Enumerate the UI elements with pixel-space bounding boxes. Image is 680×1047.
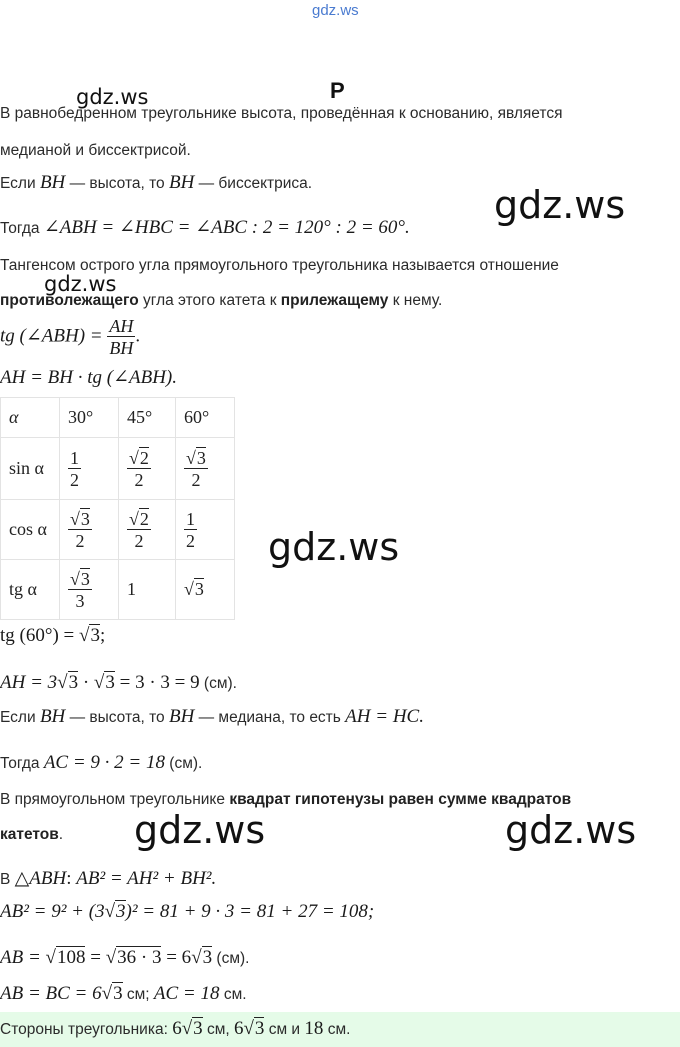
table-cos-30: $\frac{√3}{2}$ — [60, 500, 119, 560]
table-tg-60: √3 — [176, 560, 235, 620]
table-row-tg-label: tg α — [1, 560, 60, 620]
table-cos-45: $\frac{√2}{2}$ — [119, 500, 176, 560]
table-row-sin-label: sin α — [1, 438, 60, 500]
watermark-small: gdz.ws — [76, 85, 149, 109]
ah-calc-line: AH = 3√3 · √3 = 3 · 3 = 9 (см). — [0, 672, 237, 693]
watermark-bottom-left: gdz.ws — [134, 808, 266, 852]
table-sin-30: $\frac{1}{2}$ — [60, 438, 119, 500]
table-row-cos-label: cos α — [1, 500, 60, 560]
table-sin-45: $\frac{√2}{2}$ — [119, 438, 176, 500]
tg60-line: tg (60°) = √3; — [0, 625, 106, 646]
tg-formula: tg (∠ABH) = $\frac{AH}{BH}$ . — [0, 316, 141, 358]
watermark-small-2: gdz.ws — [44, 272, 117, 296]
table-header-45: 45° — [119, 398, 176, 438]
text-line-6: противолежащего угла этого катета к прилежащему к нему. — [0, 292, 443, 309]
text-line-1: В равнобедренном треугольнике высота, проведённая к основанию, является — [0, 105, 563, 122]
watermark-top: gdz.ws — [312, 2, 359, 19]
text-line-triangle: В △ABH: AB² = AH² + BH². — [0, 868, 217, 889]
text-line-3: Если BH — высота, то BH — биссектриса. — [0, 172, 313, 193]
answer-line: Стороны треугольника: 6√3 см, 6√3 см и 18 см. — [0, 1018, 351, 1039]
sides-line: AB = BC = 6√3 см; AC = 18 см. — [0, 983, 247, 1004]
heading-fragment: Р — [330, 78, 345, 103]
table-tg-45: 1 — [119, 560, 176, 620]
text-line-median: Если BH — высота, то BH — медиана, то есть AH = HC. — [0, 706, 424, 727]
text-line-pythagoras-2: катетов. — [0, 826, 64, 843]
watermark-middle: gdz.ws — [268, 525, 400, 569]
text-line-2: медианой и биссектрисой. — [0, 142, 191, 159]
table-cos-60: $\frac{1}{2}$ — [176, 500, 235, 560]
table-tg-30: $\frac{√3}{3}$ — [60, 560, 119, 620]
table-header-alpha: α — [1, 398, 60, 438]
ab-squared-calc: AB² = 9² + (3√3)² = 81 + 9 · 3 = 81 + 27 = 108; — [0, 901, 375, 922]
ah-formula: AH = BH · tg (∠ABH). — [0, 367, 178, 388]
watermark-bottom-right: gdz.ws — [505, 808, 637, 852]
table-sin-60: $\frac{√3}{2}$ — [176, 438, 235, 500]
table-header-60: 60° — [176, 398, 235, 438]
text-line-ac: Тогда AC = 9 · 2 = 18 (см). — [0, 752, 203, 773]
text-line-5: Тангенсом острого угла прямоугольного треугольника называется отношение — [0, 257, 559, 274]
text-line-pythagoras-1: В прямоугольном треугольнике квадрат гипотенузы равен сумме квадратов — [0, 791, 572, 808]
watermark-large: gdz.ws — [494, 183, 626, 227]
trig-table — [0, 397, 235, 620]
text-line-4-angles: Тогда ∠ABH = ∠HBC = ∠ABC : 2 = 120° : 2 = 60°. — [0, 217, 410, 238]
table-header-30: 30° — [60, 398, 119, 438]
ab-calc: AB = √108 = √36 · 3 = 6√3 (см). — [0, 947, 250, 968]
